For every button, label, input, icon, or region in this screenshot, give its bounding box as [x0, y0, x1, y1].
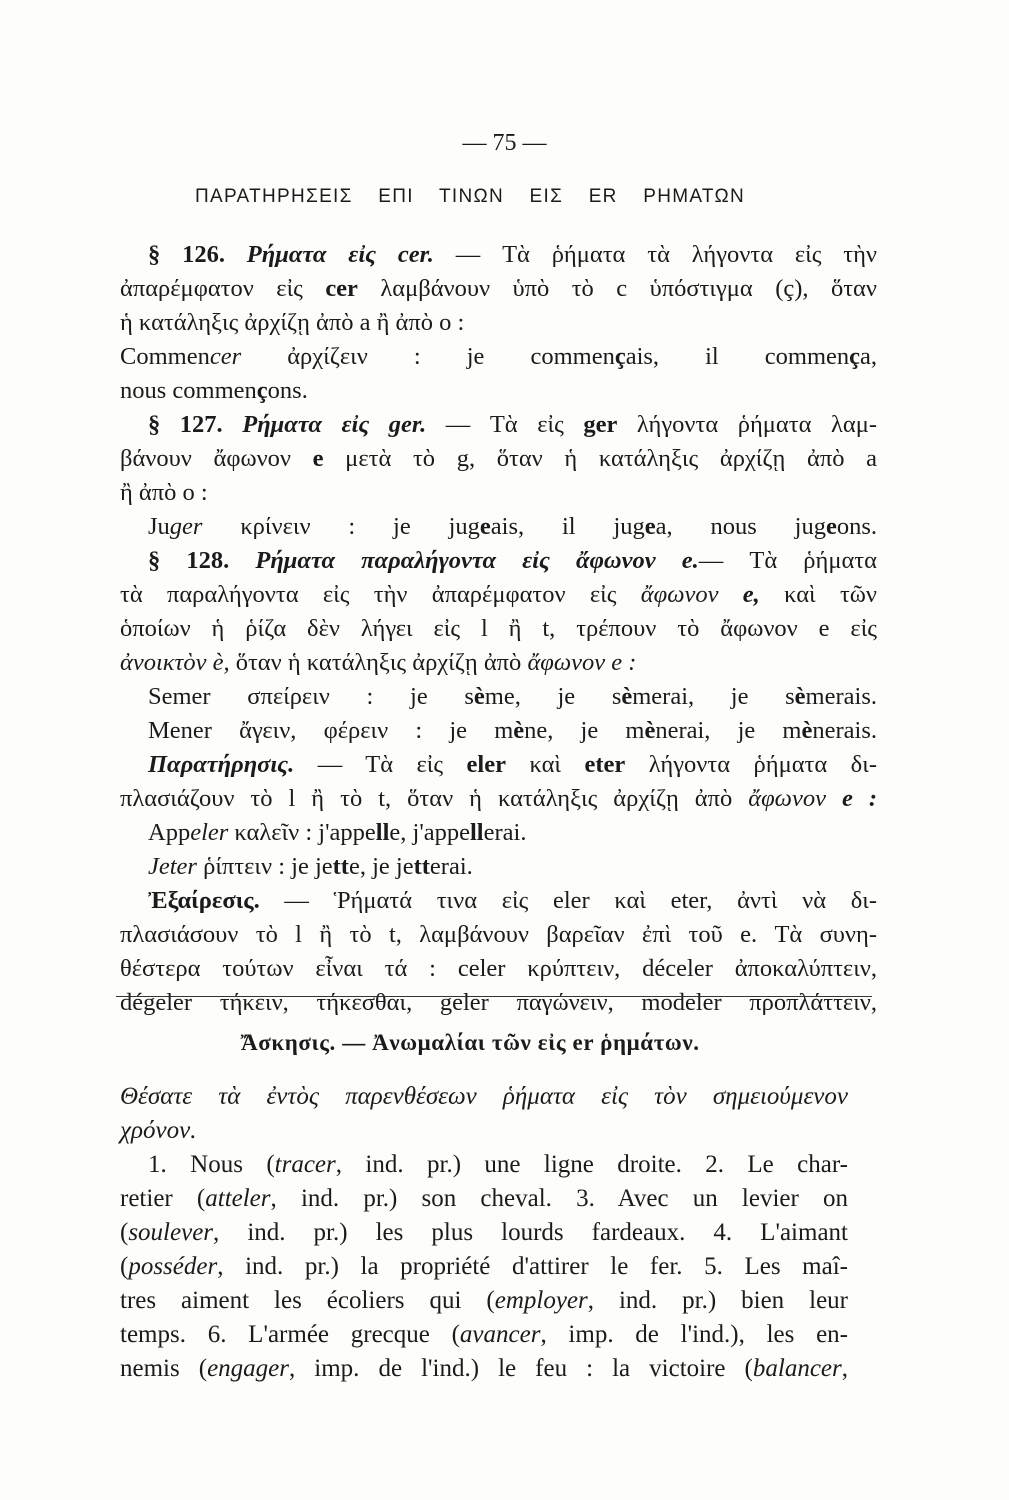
text-line — [120, 1216, 848, 1250]
text-line — [120, 850, 877, 884]
emphasized-text: ἀνοικτὸν è, — [120, 649, 230, 676]
emphasized-text: cer — [209, 343, 242, 370]
text-run: ῥίπτειν : je je — [196, 853, 333, 880]
text-run: , — [841, 1354, 848, 1382]
emphasized-text: è — [644, 717, 656, 744]
text-run: erai. — [429, 853, 473, 880]
text-line — [120, 714, 877, 748]
emphasized-text: è — [794, 683, 806, 710]
text-run: ( — [120, 1252, 129, 1280]
emphasized-text: ἄφωνον e : — [527, 649, 637, 676]
emphasized-text: ger — [169, 513, 203, 540]
text-run: ais, il commen — [625, 343, 850, 370]
text-run: Commen — [120, 343, 210, 370]
text-line — [120, 1182, 848, 1216]
text-run: Semer σπείρειν : je s — [148, 683, 474, 710]
text-line — [120, 442, 877, 476]
text-run: μετὰ τὸ g, ὅταν ἡ κατάληξις ἀρχίζῃ ἀπὸ a — [323, 445, 877, 472]
text-run: nous commen — [120, 377, 257, 404]
text-line — [120, 612, 877, 646]
text-line — [120, 544, 877, 578]
text-line — [120, 1080, 848, 1114]
emphasized-text: posséder — [128, 1252, 218, 1280]
text-run: — Τὰ ῥήματα — [698, 547, 877, 574]
emphasized-text: χρόνον. — [120, 1117, 197, 1144]
emphasized-text: ἄφωνον — [640, 581, 743, 608]
text-run: Mener ἄγειν, φέρειν : je m — [148, 717, 514, 744]
exercise-body-text — [120, 1080, 848, 1386]
text-line — [120, 782, 877, 816]
text-run: , ind. pr.) une ligne droite. 2. Le char- — [335, 1150, 848, 1178]
text-run: , ind. pr.) la propriété d'attirer le fer. 5. Les maî- — [217, 1252, 848, 1280]
text-run: καλεῖν : j'appe — [228, 819, 376, 846]
text-run: λήγοντα ῥήματα δι- — [625, 751, 877, 778]
text-run: ἡ κατάληξις ἀρχίζῃ ἀπὸ a ἢ ἀπὸ o : — [120, 309, 465, 336]
text-run: καὶ — [505, 751, 585, 778]
text-run: καὶ τῶν — [759, 581, 877, 608]
emphasized-text: e — [312, 445, 324, 472]
text-line — [120, 238, 877, 272]
text-line — [120, 374, 877, 408]
text-line — [120, 986, 877, 1020]
text-run: tres aiment les écoliers qui ( — [120, 1286, 495, 1314]
emphasized-text: Ρήματα εἰς cer. — [246, 241, 434, 268]
text-run: , ind. pr.) son cheval. 3. Avec un levier on — [270, 1184, 848, 1212]
text-run: , ind. pr.) bien leur — [587, 1286, 848, 1314]
section-divider — [116, 996, 872, 997]
text-run: , imp. de l'ind.), les en- — [540, 1320, 848, 1348]
text-run: — Τὰ εἰς — [426, 411, 584, 438]
emphasized-text: e — [479, 513, 491, 540]
text-run: ὅταν ἡ κατάληξις ἀρχίζῃ ἀπὸ — [229, 649, 528, 676]
text-run: merais. — [805, 683, 877, 710]
text-run: a, nous jug — [655, 513, 826, 540]
text-run: ὁποίων ἡ ῥίζα δὲν λήγει εἰς l ἢ t, τρέπουν τὸ ἄφωνον e εἰς — [120, 615, 877, 642]
emphasized-text: e : — [841, 785, 877, 812]
emphasized-text: e — [825, 513, 837, 540]
text-line — [120, 510, 877, 544]
text-line — [120, 748, 877, 782]
emphasized-text: Ἐξαίρεσις. — [148, 887, 260, 914]
text-run: dégeler τήκειν, τήκεσθαι, geler παγώνειν, modeler προπλάττειν, — [120, 989, 877, 1016]
emphasized-text: balancer — [752, 1354, 842, 1382]
emphasized-text: § 126. — [148, 241, 247, 268]
text-line — [120, 816, 877, 850]
page-number: — 75 — — [462, 130, 547, 156]
emphasized-text: soulever — [128, 1218, 214, 1246]
text-line — [120, 408, 877, 442]
text-line — [120, 1284, 848, 1318]
emphasized-text: cer — [325, 275, 358, 302]
text-run: — Τὰ ῥήματα τὰ λήγοντα εἰς τὴν — [433, 241, 877, 268]
text-run: θέστερα τούτων εἶναι τά : celer κρύπτειν, déceler ἀποκαλύπτειν, — [120, 955, 877, 982]
text-line — [120, 476, 877, 510]
text-run: nerai, je m — [655, 717, 802, 744]
text-run: πλασιάζουν τὸ l ἢ τὸ t, ὅταν ἡ κατάληξις ἀρχίζῃ ἀπὸ — [120, 785, 749, 812]
text-run: retier ( — [120, 1184, 206, 1212]
text-line — [120, 952, 877, 986]
emphasized-text: e — [644, 513, 656, 540]
text-run: temps. 6. L'armée grecque ( — [120, 1320, 460, 1348]
text-run: Ju — [148, 513, 170, 540]
emphasized-text: engager — [207, 1354, 289, 1382]
text-line — [120, 272, 877, 306]
text-run: — Τὰ εἰς — [294, 751, 467, 778]
text-run: ( — [120, 1218, 129, 1246]
emphasized-text: eler — [466, 751, 506, 778]
emphasized-text: Ρήματα εἰς ger. — [242, 411, 427, 438]
emphasized-text: eter — [584, 751, 626, 778]
emphasized-text: ç — [256, 377, 268, 404]
text-line — [120, 306, 877, 340]
emphasized-text: Jeter — [148, 853, 197, 880]
emphasized-text: ll — [375, 819, 390, 846]
text-run: ons. — [267, 377, 308, 404]
text-run: me, je s — [484, 683, 622, 710]
text-line — [120, 1114, 848, 1148]
emphasized-text: atteler — [205, 1184, 271, 1212]
text-run: merai, je s — [632, 683, 795, 710]
text-run: ἀρχίζειν : je commen — [241, 343, 615, 370]
emphasized-text: tt — [413, 853, 430, 880]
text-run: e, j'appe — [389, 819, 470, 846]
text-run: ἢ ἀπὸ o : — [120, 479, 208, 506]
emphasized-text: avancer — [459, 1320, 541, 1348]
emphasized-text: tt — [332, 853, 349, 880]
emphasized-text: tracer — [274, 1150, 336, 1178]
emphasized-text: Θέσατε τὰ ἐντὸς παρενθέσεων ῥήματα εἰς τὸν σημειούμενον — [120, 1083, 848, 1110]
emphasized-text: ἄφωνον — [748, 785, 842, 812]
emphasized-text: e, — [742, 581, 760, 608]
text-run: — Ῥήματά τινα εἰς eler καὶ eter, ἀντὶ νὰ δι- — [259, 887, 877, 914]
text-run: nerais. — [812, 717, 877, 744]
emphasized-text: è — [513, 717, 525, 744]
emphasized-text: § 127. — [148, 411, 243, 438]
text-run: λαμβάνουν ὑπὸ τὸ c ὑπόστιγμα (ç), ὅταν — [357, 275, 877, 302]
emphasized-text: è — [621, 683, 633, 710]
text-run: ons. — [836, 513, 877, 540]
text-run: a, — [860, 343, 877, 370]
text-run: τὰ παραλήγοντα εἰς τὴν ἀπαρέμφατον εἰς — [120, 581, 641, 608]
text-line — [120, 340, 877, 374]
text-line — [120, 884, 877, 918]
text-run: λήγοντα ῥήματα λαμ- — [617, 411, 877, 438]
section-title: ΠΑΡΑΤΗΡΗΣΕΙΣ ΕΠΙ ΤΙΝΩΝ ΕΙΣ ER ΡΗΜΑΤΩΝ — [195, 186, 745, 207]
text-run: 1. Nous ( — [148, 1150, 275, 1178]
emphasized-text: ç — [614, 343, 626, 370]
text-line — [120, 578, 877, 612]
emphasized-text: employer — [494, 1286, 588, 1314]
emphasized-text: Παρατήρησις. — [148, 751, 295, 778]
text-run: βάνουν ἄφωνον — [120, 445, 313, 472]
emphasized-text: eler — [190, 819, 229, 846]
text-run: , ind. pr.) les plus lourds fardeaux. 4. L'aimant — [213, 1218, 848, 1246]
text-run: κρίνειν : je jug — [202, 513, 480, 540]
text-run: ais, il jug — [490, 513, 645, 540]
emphasized-text: è — [801, 717, 813, 744]
text-line — [120, 646, 877, 680]
text-run: App — [148, 819, 191, 846]
text-run: erai. — [483, 819, 527, 846]
text-line — [120, 680, 877, 714]
text-run: ne, je m — [524, 717, 645, 744]
emphasized-text: § 128. — [148, 547, 256, 574]
text-run: nemis ( — [120, 1354, 208, 1382]
emphasized-text: è — [473, 683, 485, 710]
main-body-text — [120, 238, 877, 1020]
text-run: e, je je — [348, 853, 414, 880]
text-line — [120, 918, 877, 952]
emphasized-text: ll — [470, 819, 484, 846]
text-run: πλασιάσουν τὸ l ἢ τὸ t, λαμβάνουν βαρεῖαν ἐπὶ τοῦ e. Τὰ συνη- — [120, 921, 877, 948]
emphasized-text: Ρήματα παραλήγοντα εἰς ἄφωνον e. — [255, 547, 699, 574]
text-run: , imp. de l'ind.) le feu : la victoire ( — [289, 1354, 753, 1382]
exercise-heading: Ἄσκησις. — Ἀνωμαλίαι τῶν εἰς er ῥημάτων. — [240, 1030, 700, 1055]
text-line — [120, 1318, 848, 1352]
text-line — [120, 1148, 848, 1182]
text-line — [120, 1352, 848, 1386]
emphasized-text: ger — [583, 411, 618, 438]
emphasized-text: ç — [849, 343, 860, 370]
text-line — [120, 1250, 848, 1284]
text-run: ἀπαρέμφατον εἰς — [120, 275, 326, 302]
